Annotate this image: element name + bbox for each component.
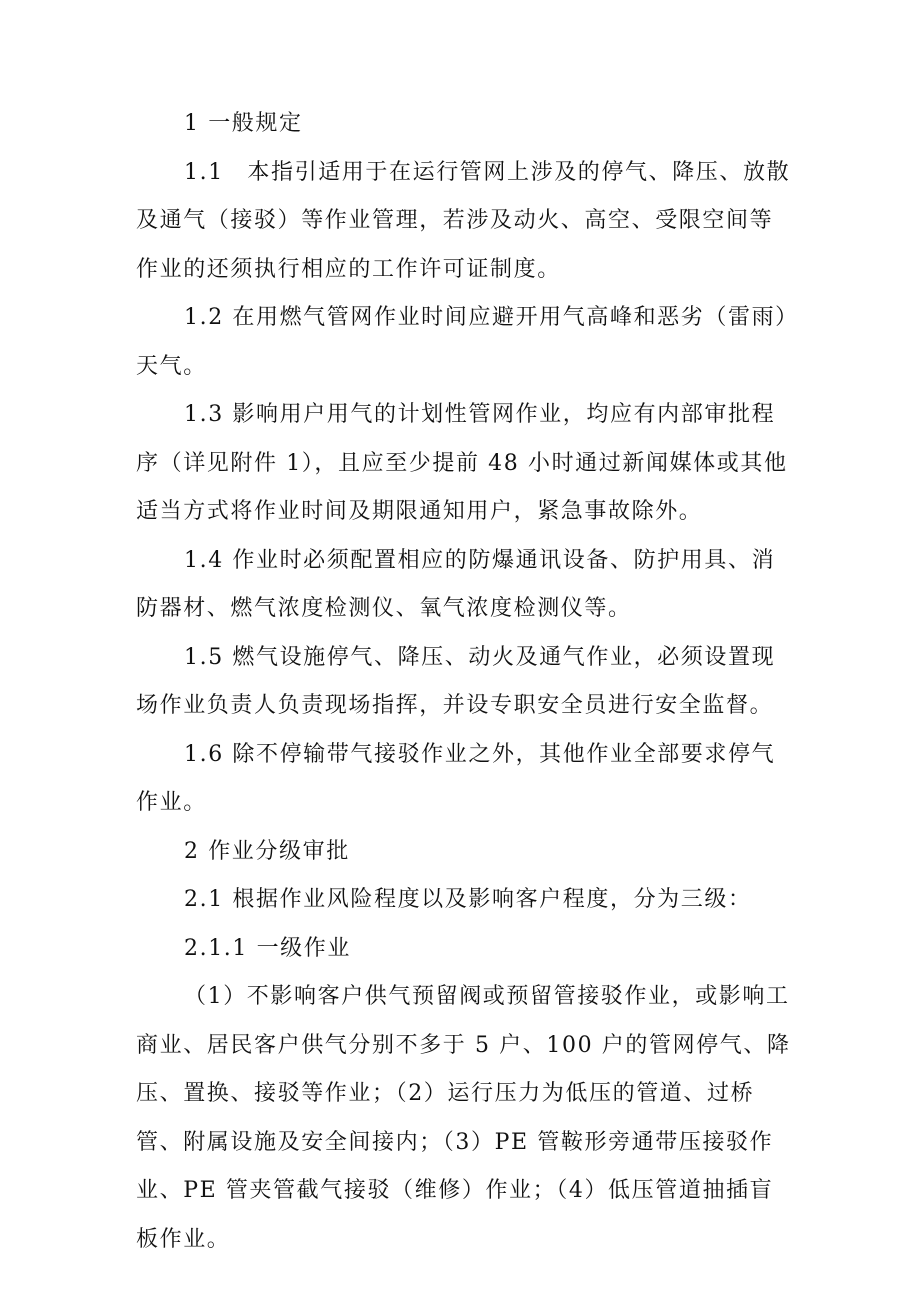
clause-1-3: 1.3 影响用户用气的计划性管网作业，均应有内部审批程序（详见附件 1），且应至少提前 48 小时通过新闻媒体或其他适当方式将作业时间及期限通知用户，紧急事故除外。 (136, 402, 788, 524)
heading-approval-levels: 2 作业分级审批 (184, 838, 350, 864)
document-body (136, 100, 796, 1264)
heading-general-rules: 1 一般规定 (184, 111, 303, 136)
heading-level-one-work: 2.1.1 一级作业 (184, 935, 351, 961)
clause-1-5: 1.5 燃气设施停气、降压、动火及通气作业，必须设置现场作业负责人负责现场指挥，并设专职安全员进行安全监督。 (136, 644, 776, 718)
clause-1-2: 1.2 在用燃气管网作业时间应避开用气高峰和恶劣（雷雨）天气。 (136, 305, 788, 379)
clause-1-1: 1.1 本指引适用于在运行管网上涉及的停气、降压、放散及通气（接驳）等作业管理，若涉及动火、高空、受限空间等作业的还须执行相应的工作许可证制度。 (136, 159, 791, 282)
clause-2-1: 2.1 根据作业风险程度以及影响客户程度，分为三级： (184, 887, 752, 912)
clause-1-4: 1.4 作业时必须配置相应的防爆通讯设备、防护用具、消防器材、燃气浓度检测仪、氧气浓度检测仪等。 (136, 547, 776, 621)
clause-1-6: 1.6 除不停输带气接驳作业之外，其他作业全部要求停气作业。 (136, 741, 776, 815)
clause-level-one-items: （1）不影响客户供气预留阀或预留管接驳作业，或影响工商业、居民客户供气分别不多于 5 户、100 户的管网停气、降压、置换、接驳等作业；（2）运行压力为低压的管道、过桥管、附属设施及安全间接内；（3）PE 管鞍形旁通带压接驳作业、PE 管夹管截气接驳（维修）作业；（4）低压管道抽插盲板作业。 (136, 984, 791, 1252)
